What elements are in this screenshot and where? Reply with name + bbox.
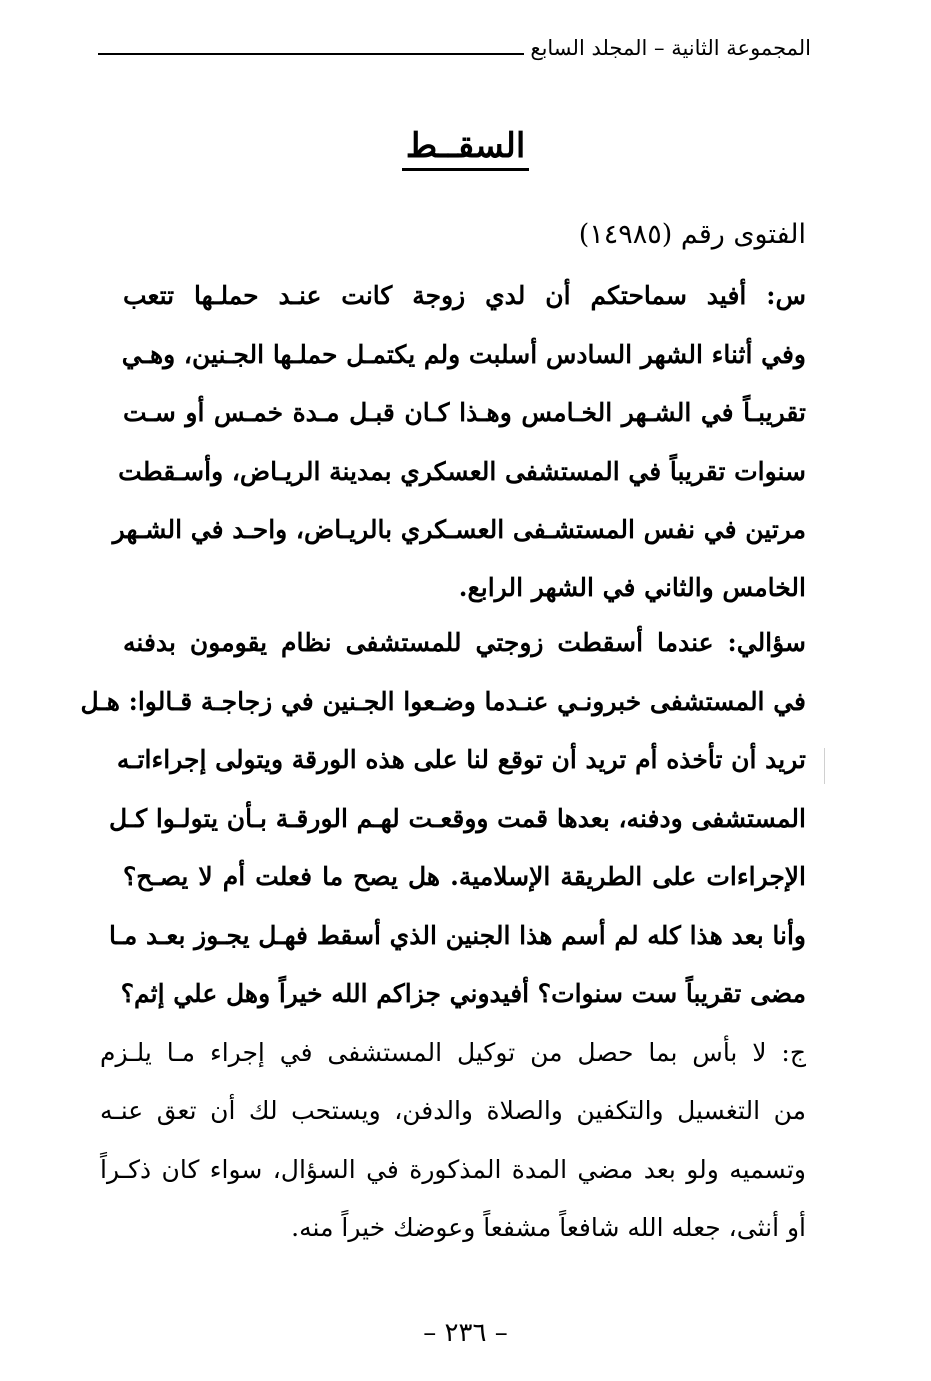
- header-rule: [98, 53, 524, 55]
- question-line: مضى تقريباً ست سنوات؟ أفيدوني جزاكم الله خيراً وهل علي إثم؟: [120, 979, 806, 1008]
- question-line: مرتين في نفس المستشـفى العسـكري بالريـاض، واحـد في الشـهر: [112, 515, 806, 544]
- question-line: س: أفيد سماحتكم أن لدي زوجة كانت عنـد حملـها تتعب: [123, 281, 806, 310]
- question-line: وفي أثناء الشهر السادس أسلبت ولم يكتمـل حملـها الجـنين، وهـي: [121, 340, 806, 369]
- answer-line: ج: لا بأس بما حصل من توكيل المستشفى في إجراء مـا يلـزم: [100, 1038, 806, 1067]
- answer-line: من التغسيل والتكفين والصلاة والدفن، ويستحب لك أن تعق عنـه: [100, 1096, 806, 1125]
- answer-line: وتسميه ولو بعد مضي المدة المذكورة في السؤال، سواء كان ذكـراً: [100, 1155, 806, 1184]
- running-header: [98, 36, 811, 60]
- page-title-text: السقــط: [402, 126, 530, 171]
- question-line: سؤالي: عندما أسقطت زوجتي للمستشفى نظام يقومون بدفنه: [123, 628, 806, 657]
- fatwa-number: الفتوى رقم (١٤٩٨٥): [578, 219, 806, 250]
- page-number: – ٢٣٦ –: [423, 1318, 508, 1348]
- question-line: وأنا بعد هذا كله لم أسم هذا الجنين الذي أسقط فهـل يجـوز بعـد مـا: [108, 921, 806, 950]
- question-line: تريد أن تأخذه أم تريد أن توقع لنا على هذه الورقة ويتولى إجراءاتـه: [116, 745, 806, 774]
- question-line: تقريبـاً في الشـهر الخـامس وهـذا كـان قبـل مـدة خمـس أو سـت: [123, 398, 806, 427]
- question-line: الإجراءات على الطريقة الإسلامية. هل يصح ما فعلت أم لا يصـح؟: [123, 862, 806, 891]
- question-line: الخامس والثاني في الشهر الرابع.: [458, 573, 806, 602]
- question-line: المستشفى ودفنه، بعدها قمت ووقعـت لهـم الورقـة بـأن يتولـوا كـل: [108, 804, 806, 833]
- running-header-title: المجموعة الثانية – المجلد السابع: [530, 36, 811, 60]
- question-line: سنوات تقريباً في المستشفى العسكري بمدينة الريـاض، وأسـقطت: [118, 457, 806, 486]
- question-line: في المستشفى خبرونـي عنـدما وضـعوا الجـنين في زجاجـة قـالوا: هـل: [80, 687, 806, 716]
- page-title: [0, 126, 931, 166]
- scan-margin-mark: [824, 748, 825, 784]
- answer-line: أو أنثى، جعله الله شافعاً مشفعاً وعوضك خيراً منه.: [291, 1213, 806, 1242]
